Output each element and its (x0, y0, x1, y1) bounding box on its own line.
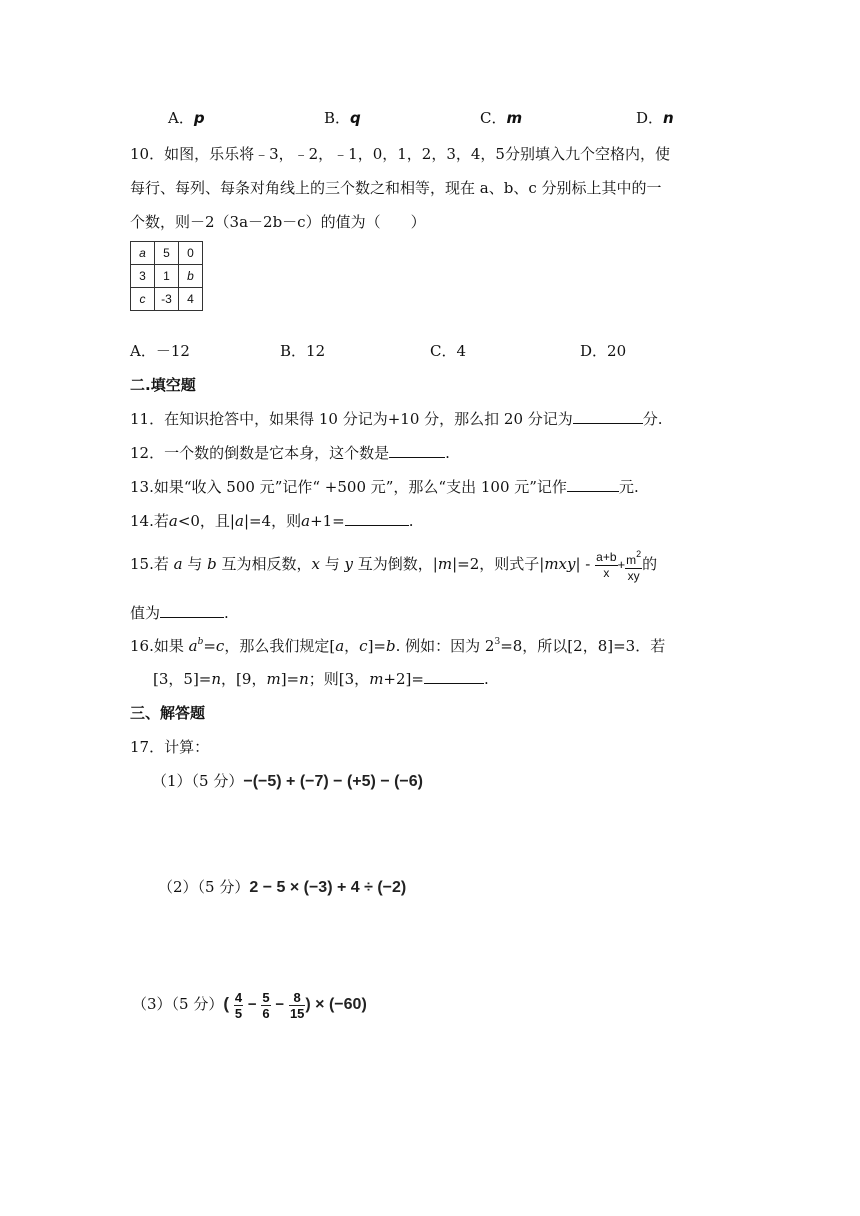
q16-line-1: 16.如果 $a^b=c$，那么我们规定[a，c]=b. 例如：因为 $2^3=8$，所以[2，8]=3．若 (130, 637, 666, 655)
magic-square-grid (130, 241, 203, 311)
grid-cell: c (131, 288, 155, 311)
answer-blank (424, 669, 484, 684)
q10-line-3: 个数，则－2（3a－2b－c）的值为（ ） (130, 213, 426, 231)
q10-option-a: A．－12 (130, 342, 190, 360)
answer-blank (345, 511, 409, 526)
section-2-title: 二.填空题 (130, 376, 196, 394)
q13: 13.如果“收入 500 元”记作“ +500 元”，那么“支出 100 元”记作 元. (130, 478, 639, 496)
answer-blank (160, 603, 224, 618)
section-3-title: 三、解答题 (130, 704, 206, 722)
grid-cell: 4 (179, 288, 203, 311)
fraction-4-5: $\frac{4}{5}$ (234, 989, 243, 1021)
grid-cell: 1 (155, 265, 179, 288)
grid-cell: -3 (155, 288, 179, 311)
q15-line-1: 15.若 a 与 b 互为相反数，x 与 y 互为倒数，|m|=2，则式子|mxy| - $\frac{a+b}{x}$ + $\frac{m^2}{xy}$ 的 (130, 548, 658, 583)
q10-option-c: C．4 (430, 342, 467, 360)
grid-cell: 5 (155, 242, 179, 265)
q15-line-2: 值为 . (130, 604, 229, 622)
q9-option-b: B．q (324, 109, 361, 127)
q9-option-a: A．p (168, 109, 205, 127)
answer-blank (389, 443, 445, 458)
q17-part-1: （1）（5 分）−(−5) + (−7) − (+5) − (−6) (152, 772, 423, 790)
answer-blank (573, 409, 643, 424)
fraction-5-6: $\frac{5}{6}$ (262, 989, 270, 1021)
grid-cell: a (131, 242, 155, 265)
q17-part-2: （2）（5 分）2 − 5 × (−3) + 4 ÷ (−2) (158, 878, 407, 896)
q17-title: 17．计算： (130, 738, 210, 756)
fraction-8-15: $\frac{8}{15}$ (289, 989, 305, 1021)
q14: 14.若a<0，且|a|=4，则a+1= . (130, 512, 414, 530)
q10-option-b: B．12 (280, 342, 326, 360)
q16-line-2: [3，5]=n，[9，m]=n；则[3，m+2]= . (153, 670, 489, 688)
fraction-m-squared-over-xy: $\frac{m^2}{xy}$ (626, 548, 642, 583)
q17-part-3: （3）（5 分）( $\frac{4}{5}$ − $\frac{5}{6}$ − $\frac{8}{15}$ ) × (−60) (132, 989, 367, 1021)
grid-cell: b (179, 265, 203, 288)
q10-line-1: 10．如图，乐乐将﹣3，﹣2，﹣1，0，1，2，3，4，5分别填入九个空格内，使 (130, 145, 670, 163)
q9-option-c: C．m (480, 109, 523, 127)
grid-cell: 0 (179, 242, 203, 265)
grid-cell: 3 (131, 265, 155, 288)
answer-blank (567, 477, 619, 492)
q9-option-d: D．n (636, 109, 674, 127)
q10-option-d: D．20 (580, 342, 627, 360)
q10-line-2: 每行、每列、每条对角线上的三个数之和相等，现在 a、b、c 分别标上其中的一 (130, 179, 662, 197)
fraction-a-plus-b-over-x: $\frac{a+b}{x}$ (596, 549, 617, 580)
q11: 11．在知识抢答中，如果得 10 分记为+10 分，那么扣 20 分记为 分. (130, 410, 663, 428)
q12: 12．一个数的倒数是它本身，这个数是 . (130, 444, 450, 462)
